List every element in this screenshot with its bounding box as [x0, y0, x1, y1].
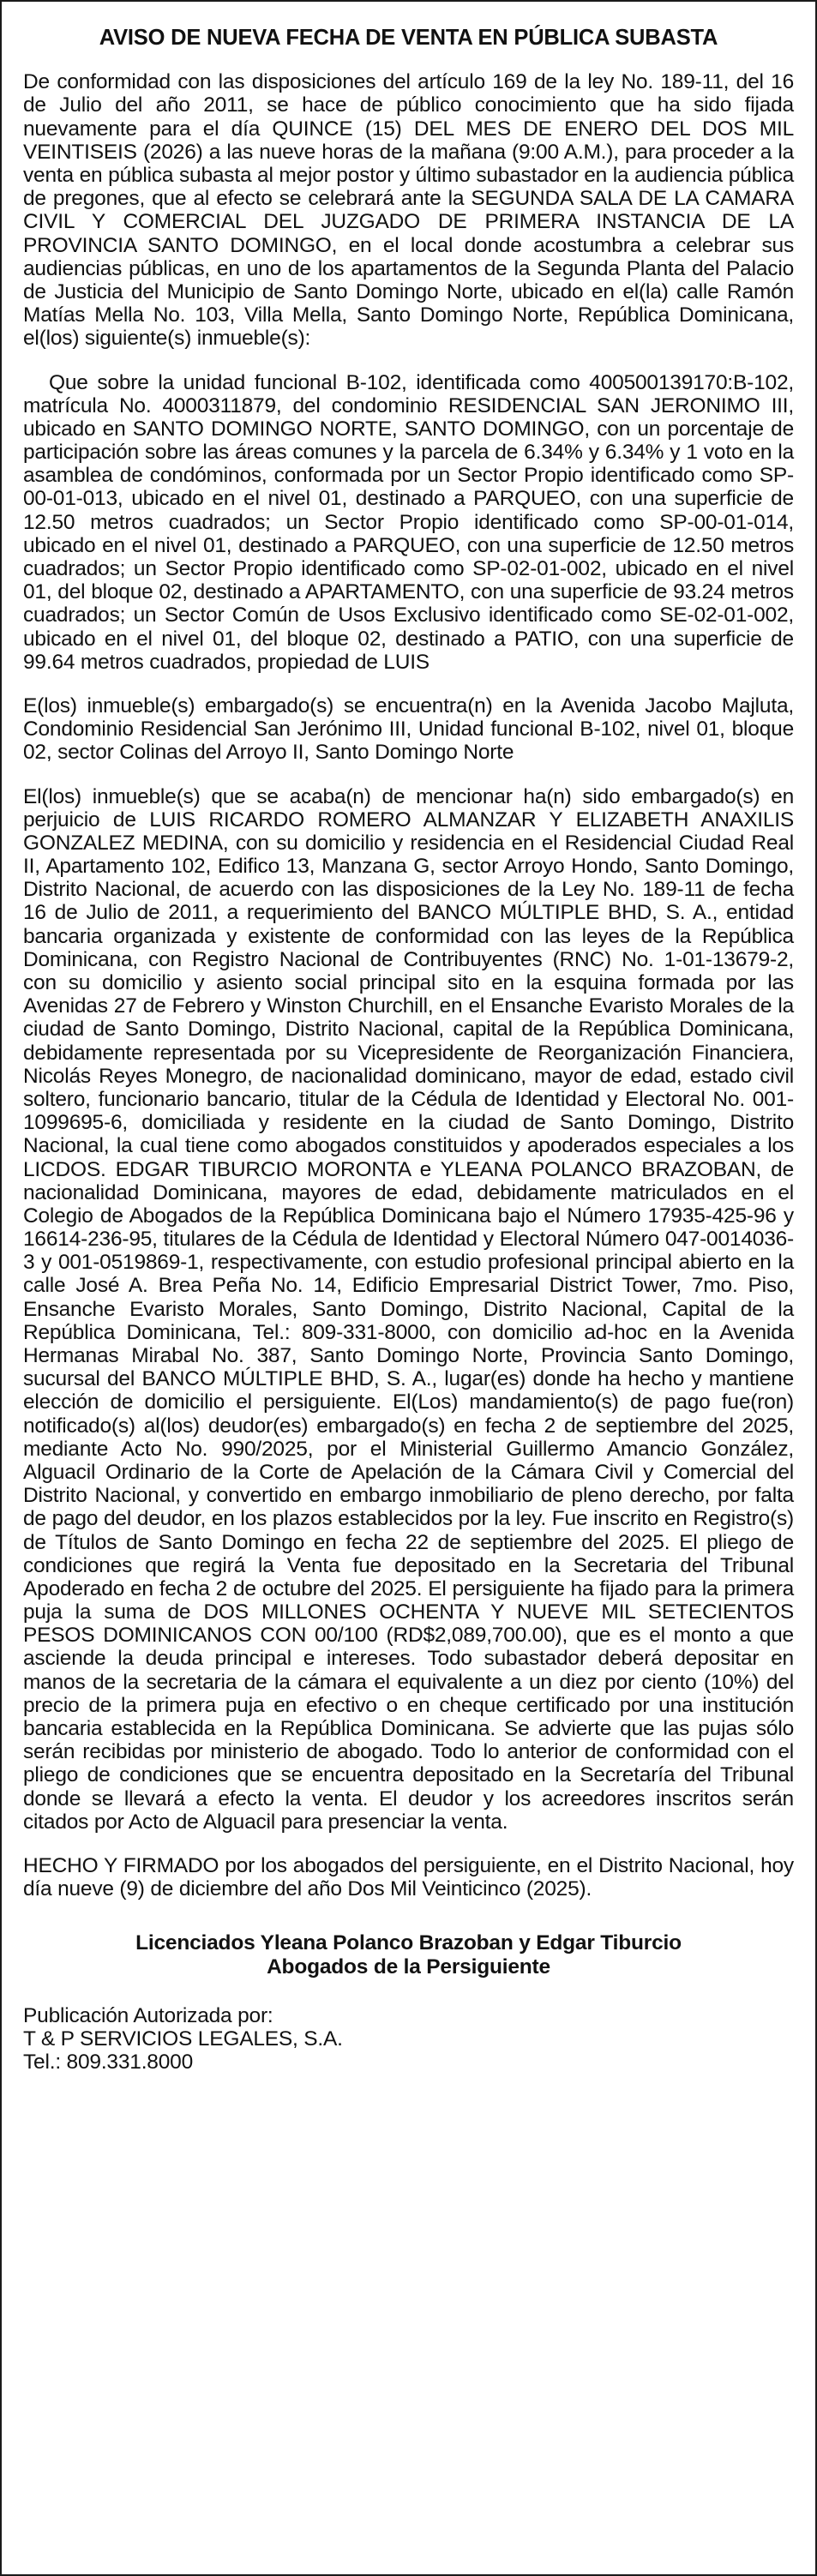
signature-lawyers: Licenciados Yleana Polanco Brazoban y Edgar Tiburcio [135, 1931, 682, 1955]
footer-authorized-by: Publicación Autorizada por: [23, 2003, 273, 2027]
notice-content [23, 26, 794, 2074]
notice-title: AVISO DE NUEVA FECHA DE VENTA EN PÚBLICA SUBASTA [99, 26, 718, 50]
footer-phone: Tel.: 809.331.8000 [23, 2051, 194, 2075]
paragraph-seizure-details: El(los) inmueble(s) que se acaba(n) de mencionar ha(n) sido embargado(s) en perjuicio de LUIS RICARDO ROMERO ALMANZAR Y ELIZABETH ANAXILIS GONZALEZ MEDINA, con su domicilio y residencia en el Residencial Ciudad Real II, Apartamento 102, Edifico 13, Manzana G, sector Arroyo Hondo, Santo Domingo, Distrito Nacional, de acuerdo con las disposiciones de la Ley No. 189-11 de fecha 16 de Julio de 2011, a requerimiento del BANCO MÚLTIPLE BHD, S. A., entidad bancaria organizada y existente de conformidad con las leyes de la República Dominicana, con Registro Nacional de Contribuyentes (RNC) No. 1-01-13679-2, con su domicilio y asiento social principal sito en la esquina formada por las Avenidas 27 de Febrero y Winston Churchill, en el Ensanche Evaristo Morales de la ciudad de Santo Domingo, Distrito Nacional, capital de la República Dominicana, debidamente representada por su Vicepresidente de Reorganización Financiera, Nicolás Reyes Monegro, de nacionalidad dominicano, mayor de edad, estado civil soltero, funcionario bancario, titular de la Cédula de Identidad y Electoral No. 001-1099695-6, domiciliada y residente en la ciudad de Santo Domingo, Distrito Nacional, la cual tiene como abogados constituidos y apoderados especiales a los LICDOS. EDGAR TIBURCIO MORONTA e YLEANA POLANCO BRAZOBAN, de nacionalidad Dominicana, mayores de edad, debidamente matriculados en el Colegio de Abogados de la República Dominicana bajo el Número 17935-425-96 y 16614-236-95, titulares de la Cédula de Identidad y Electoral Número 047-0014036-3 y 001-0519869-1, respectivamente, con estudio profesional principal abierto en la calle José A. Brea Peña No. 14, Edificio Empresarial District Tower, 7mo. Piso, Ensanche Evaristo Morales, Santo Domingo, Distrito Nacional, Capital de la República Dominicana, Tel.: 809-331-8000, con domicilio ad-hoc en la Avenida Hermanas Mirabal No. 387, Santo Domingo Norte, Provincia Santo Domingo, sucursal del BANCO MÚLTIPLE BHD, S. A., lugar(es) donde ha hecho y mantiene elección de domicilio el persiguiente. El(Los) mandamiento(s) de pago fue(ron) notificado(s) al(los) deudor(es) embargado(s) en fecha 2 de septiembre del 2025, mediante Acto No. 990/2025, por el Ministerial Guillermo Amancio González, Alguacil Ordinario de la Corte de Apelación de la Cámara Civil y Comercial del Distrito Nacional, y convertido en embargo inmobiliario de pleno derecho, por falta de pago del deudor, en los plazos establecidos por la ley. Fue inscrito en Registro(s) de Títulos de Santo Domingo en fecha 22 de septiembre del 2025. El pliego de condiciones que regirá la Venta fue depositado en la Secretaria del Tribunal Apoderado en fecha 2 de octubre del 2025. El persiguiente ha fijado para la primera puja la suma de DOS MILLONES OCHENTA Y NUEVE MIL SETECIENTOS PESOS DOMINICANOS CON 00/100 (RD$2,089,700.00), que es el monto a que asciende la deuda principal e intereses. Todo subastador deberá depositar en manos de la secretaria de la cámara el equivalente a un diez por ciento (10%) del precio de la primera puja en efectivo o en cheque certificado por una institución bancaria establecida en la República Dominicana. Se advierte que las pujas sólo serán recibidas por ministerio de abogado. Todo lo anterior de conformidad con el pliego de condiciones que se encuentra depositado en la Secretaría del Tribunal donde se llevará a efecto la venta. El deudor y los acreedores inscritos serán citados por Acto de Alguacil para presenciar la venta. [23, 784, 794, 1834]
publication-footer [23, 2004, 794, 2075]
paragraph-property-location: E(los) inmueble(s) embargado(s) se encuentra(n) en la Avenida Jacobo Majluta, Condominio Residencial San Jerónimo III, Unidad funcional B-102, nivel 01, bloque 02, sector Colinas del Arroyo II, Santo Domingo Norte [23, 694, 794, 765]
paragraph-sale-date: De conformidad con las disposiciones del artículo 169 de la ley No. 189-11, del 16 de Julio del año 2011, se hace de público conocimiento que ha sido fijada nuevamente para el día QUINCE (15) DEL MES DE ENERO DEL DOS MIL VEINTISEIS (2026) a las nueve horas de la mañana (9:00 A.M.), para proceder a la venta en pública subasta al mejor postor y último subastador en la audiencia pública de pregones, que al efecto se celebrará ante la SEGUNDA SALA DE LA CAMARA CIVIL Y COMERCIAL DEL JUZGADO DE PRIMERA INSTANCIA DE LA PROVINCIA SANTO DOMINGO, en el local donde acostumbra a celebrar sus audiencias públicas, en uno de los apartamentos de la Segunda Planta del Palacio de Justicia del Municipio de Santo Domingo Norte, ubicado en el(la) calle Ramón Matías Mella No. 103, Villa Mella, Santo Domingo Norte, República Dominicana, el(los) siguiente(s) inmueble(s): [23, 70, 794, 351]
paragraph-signed-date: HECHO Y FIRMADO por los abogados del persiguiente, en el Distrito Nacional, hoy día nueve (9) de diciembre del año Dos Mil Veinticinco (2025). [23, 1853, 794, 1901]
signature-role: Abogados de la Persiguiente [267, 1955, 550, 1979]
footer-company: T & P SERVICIOS LEGALES, S.A. [23, 2027, 343, 2051]
signature-block [23, 1931, 794, 1978]
paragraph-property-description: Que sobre la unidad funcional B-102, identificada como 400500139170:B-102, matrícula No. 4000311879, del condominio RESIDENCIAL SAN JERONIMO III, ubicado en SANTO DOMINGO NORTE, SANTO DOMINGO, con un porcentaje de participación sobre las áreas comunes y la parcela de 6.34% y 6.34% y 1 voto en la asamblea de condóminos, conformada por un Sector Propio identificado como SP-00-01-013, ubicado en el nivel 01, destinado a PARQUEO, con una superficie de 12.50 metros cuadrados; un Sector Propio identificado como SP-00-01-014, ubicado en el nivel 01, destinado a PARQUEO, con una superficie de 12.50 metros cuadrados; un Sector Propio identificado como SP-02-01-002, ubicado en el nivel 01, del bloque 02, destinado a APARTAMENTO, con una superficie de 93.24 metros cuadrados; un Sector Común de Usos Exclusivo identificado como SE-02-01-002, ubicado en el nivel 01, del bloque 02, destinado a PATIO, con una superficie de 99.64 metros cuadrados, propiedad de LUIS [23, 370, 794, 674]
